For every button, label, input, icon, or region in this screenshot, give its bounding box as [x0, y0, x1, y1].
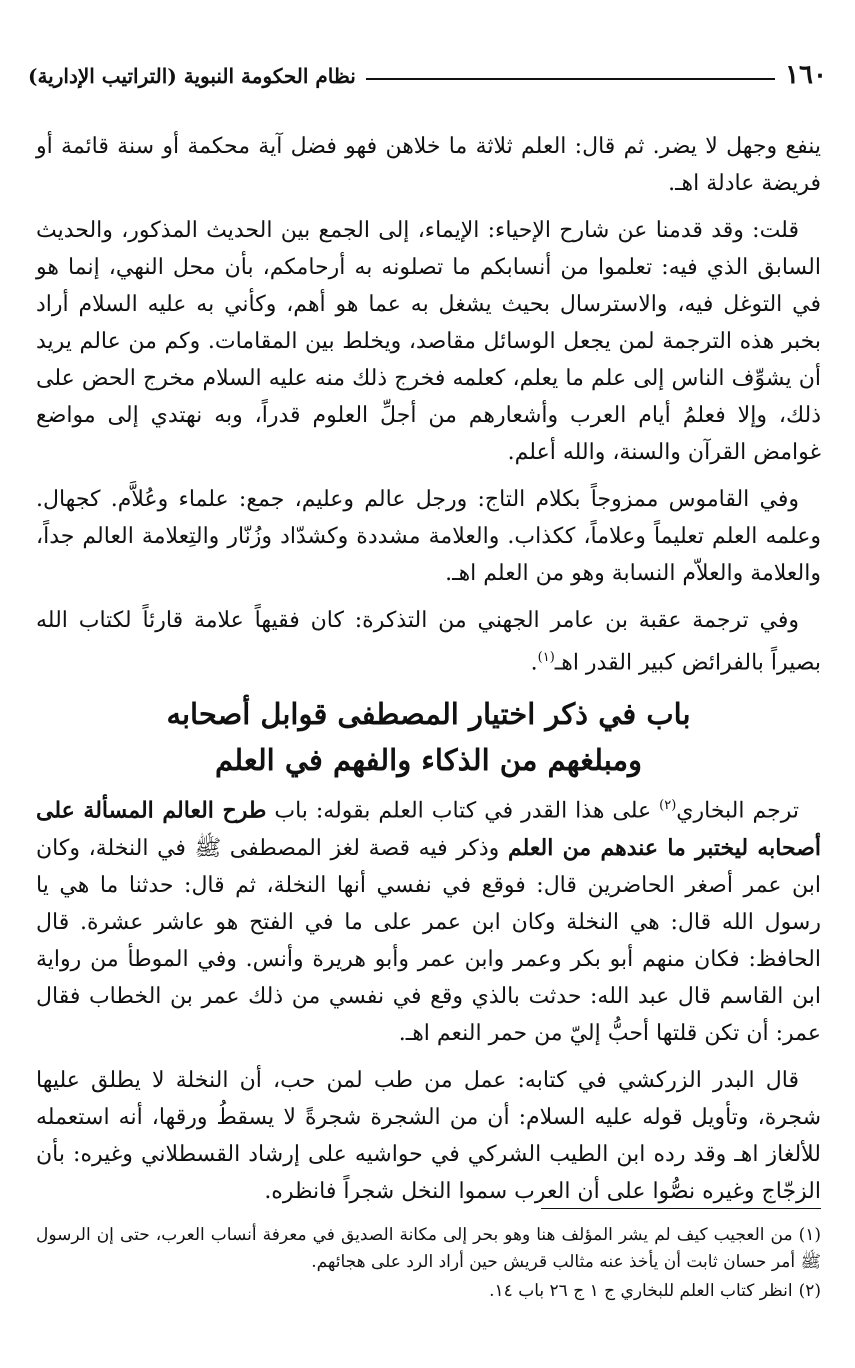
- paragraph-5-a: ترجم البخاري: [676, 798, 799, 824]
- paragraph-4-text: وفي ترجمة عقبة بن عامر الجهني من التذكرة: كان فقيهاً علامة قارئاً لكتاب الله بصيراً بالفرائض كبير القدر اهـ: [36, 608, 821, 676]
- paragraph-3: وفي القاموس ممزوجاً بكلام التاج: ورجل عالم وعليم، جمع: علماء وعُلاَّم. كجهال. وعلمه العلم تعليماً وعلاماً، ككذاب. والعلامة مشددة وكشدّاد وزُنّار والتِعلامة العالم جداً، والعلامة والعلاّم النسابة وهو من العلم اهـ.: [36, 487, 821, 586]
- page-body: [36, 128, 821, 1220]
- footnote-separator: [541, 1208, 821, 1209]
- running-title: نظام الحكومة النبوية (التراتيب الإدارية): [28, 64, 356, 88]
- page-number: ١٦٠: [785, 60, 827, 90]
- paragraph-2: قلت: وقد قدمنا عن شارح الإحياء: الإيماء، إلى الجمع بين الحديث المذكور، والحديث السابق الذي فيه: تعلموا من أنسابكم ما تصلونه به أرحامكم، بأن محل النهي، إنما هو في التوغل فيه، والاسترسال بحيث يشغل به عما هو أهم، وكأني به عليه السلام أراد بخبر هذه الترجمة لمن يجعل الوسائل مقاصد، ويخلط بين المقامات. وكم من عالم يريد أن يشوِّف الناس إلى علم ما يعلم، كعلمه فخرج ذلك منه عليه السلام مخرج الحض على ذلك، وإلا فعلمُ أيام العرب وأشعارهم من أجلِّ العلوم قدراً، وبه نهتدي إلى مواضع غوامض القرآن والسنة، والله أعلم.: [36, 218, 821, 465]
- footnote-ref-1: (١): [537, 650, 555, 665]
- footnote-2-text: انظر كتاب العلم للبخاري ج ١ ج ٢٦ باب ١٤.: [489, 1281, 793, 1301]
- paragraph-5-c: وذكر فيه قصة لغز المصطفى ﷺ في النخلة، وكان ابن عمر أصغر الحاضرين قال: فوقع في نفسي أنها النخلة، ثم قال: حدثنا ما هي يا رسول الله قال: هي النخلة وكان ابن عمر على ما في الفتح هو عاشر عشرة. قال الحافظ: فكان منهم أبو بكر وعمر وابن عمر وأبو هريرة وأنس. وفي الموطأ من رواية ابن القاسم قال عبد الله: حدثت بالذي وقع في نفسي من ذلك عمر بن الخطاب فقال عمر: أن تكن قلتها أحبُّ إليّ من حمر النعم اهـ.: [36, 835, 821, 1046]
- paragraph-6: قال البدر الزركشي في كتابه: عمل من طب لمن حب، أن النخلة لا يطلق عليها شجرة، وتأويل قوله عليه السلام: أن من الشجرة شجرةً لا يسقطُ ورقها، أنه استعمله للألغاز اهـ وقد رده ابن الطيب الشركي في حواشيه على إرشاد القسطلاني وغيره: بأن الزجّاج وغيره نصُّوا على أن العرب سموا النخل شجراً فانظره.: [36, 1067, 821, 1204]
- paragraph-5-bold: طرح العالم المسألة على أصحابه ليختبر ما عندهم من العلم: [36, 797, 821, 861]
- paragraph-4-end: .: [530, 650, 538, 676]
- paragraph-5: [36, 787, 821, 1051]
- footnotes: [36, 1222, 821, 1307]
- paragraph-4: [36, 602, 821, 681]
- chapter-heading-line-1: باب في ذكر اختيار المصطفى قوابل أصحابه: [166, 697, 691, 732]
- footnote-ref-2: (٢): [659, 798, 677, 814]
- footnote-2-number: (٢): [798, 1281, 821, 1301]
- running-header: [28, 56, 827, 88]
- paragraph-1: ينفع وجهل لا يضر. ثم قال: العلم ثلاثة ما خلاهن فهو فضل آية محكمة أو سنة قائمة أو فريضة عادلة اهـ.: [36, 134, 821, 196]
- header-rule: [366, 78, 775, 80]
- footnote-1-number: (١): [798, 1225, 821, 1245]
- chapter-heading-line-2: ومبلغهم من الذكاء والفهم في العلم: [214, 743, 643, 778]
- footnote-1-text: من العجيب كيف لم يشر المؤلف هنا وهو بحر إلى مكانة الصديق في معرفة أنساب العرب، حتى إن الرسول ﷺ أمر حسان ثابت أن يأخذ عنه مثالب قريش حين أراد الرد على هجائهم.: [36, 1225, 821, 1272]
- footnote-2: [36, 1278, 821, 1305]
- footnote-1: [36, 1222, 821, 1276]
- paragraph-5-b: على هذا القدر في كتاب العلم بقوله: باب: [266, 798, 660, 824]
